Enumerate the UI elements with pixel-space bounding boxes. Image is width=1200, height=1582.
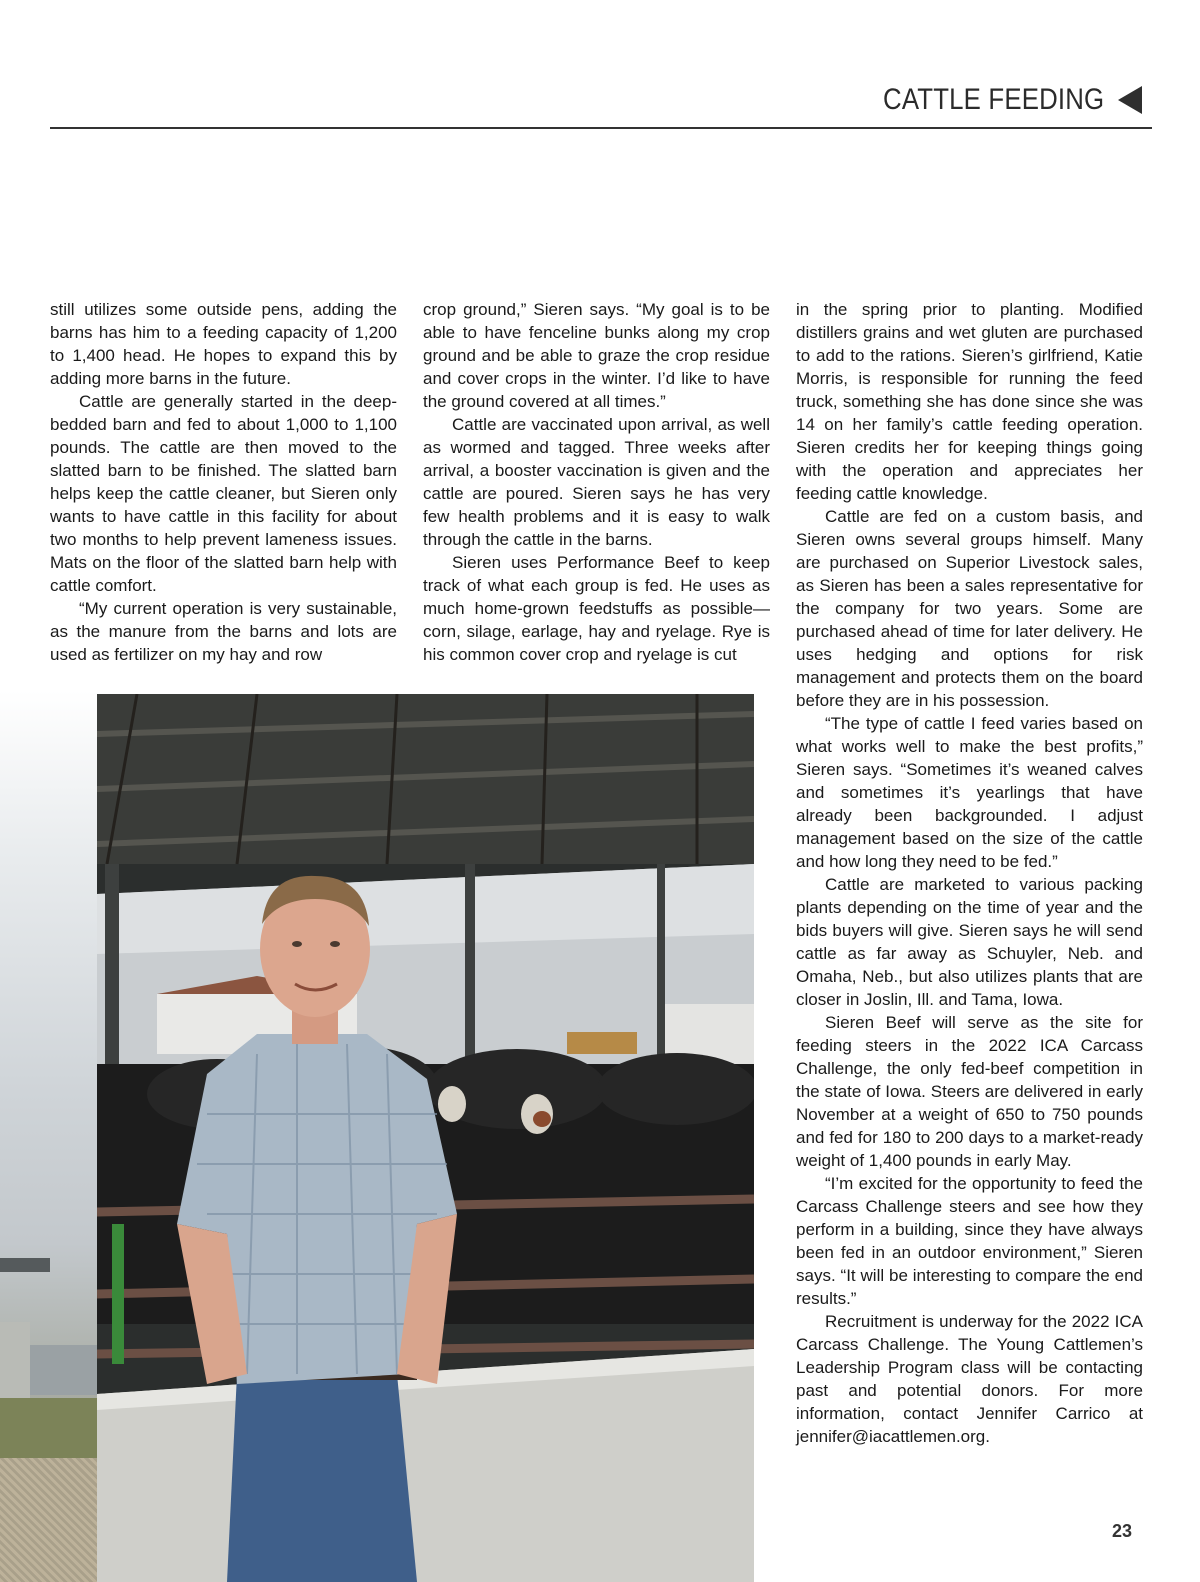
background-shed: [30, 1345, 100, 1395]
paragraph: Sieren uses Performance Beef to keep track of what each group is fed. He uses as much home-grown feedstuffs as possible—corn, silage, earlage, hay and ryelage. Rye is his common cover crop and ryelage is cut: [423, 553, 770, 664]
background-grass: [0, 1398, 100, 1458]
feedlot-photo-illustration: [97, 694, 754, 1582]
header-rule: [50, 127, 1152, 129]
paragraph: Cattle are fed on a custom basis, and Sieren owns several groups himself. Many are purchased on Superior Livestock sales, as Sieren has been a sales representative for the company for two years. Some are purchased ahead of time for later delivery. He uses hedging and options for risk management and protects them on the board before they are in his possession.: [796, 507, 1143, 710]
paragraph: crop ground,” Sieren says. “My goal is to be able to have fenceline bunks along my crop ground and be able to graze the crop residue and cover crops in the winter. I’d like to have the ground covered at all times.”: [423, 300, 770, 411]
paragraph: Cattle are marketed to various packing plants depending on the time of year and the bids buyers will give. Sieren says he will send cattle as far away as Schuyler, Neb. and Omaha, Neb., but also utilizes plants that are closer in Joslin, Ill. and Tama, Iowa.: [796, 875, 1143, 1009]
page-number: 23: [1112, 1521, 1133, 1541]
paragraph: “The type of cattle I feed varies based on what works well to make the best profits,” Sieren says. “Sometimes it’s weaned calves and sometimes it’s yearlings that have already been backgrounded. I adjust management based on the size of the cattle and how long they need to be fed.”: [796, 714, 1143, 871]
paragraph: Sieren Beef will serve as the site for feeding steers in the 2022 ICA Carcass Challenge, the only fed-beef competition in the state of Iowa. Steers are delivered in early November at a weight of 650 to 750 pounds and fed for 180 to 200 days to a market-ready weight of 1,400 pounds in early May.: [796, 1013, 1143, 1170]
paragraph: Cattle are vaccinated upon arrival, as well as wormed and tagged. Three weeks after arrival, a booster vaccination is given and the cattle are poured. Sieren says he has very few health problems and it is easy to walk through the cattle in the barns.: [423, 415, 770, 549]
article-column-2: [423, 298, 770, 666]
paragraph: Cattle are generally started in the deep-bedded barn and fed to about 1,000 to 1,100 pounds. The cattle are then moved to the slatted barn to be finished. The slatted barn helps keep the cattle cleaner, but Sieren only wants to have cattle in this facility for about two months to help prevent lameness issues. Mats on the floor of the slatted barn help with cattle comfort.: [50, 392, 397, 595]
paragraph: in the spring prior to planting. Modified distillers grains and wet gluten are purchased to add to the rations. Sieren’s girlfriend, Katie Morris, is responsible for running the feed truck, something she has done since she was 14 on her family’s cattle feeding operation. Sieren credits her for keeping things going with the operation and appreciates her feeding cattle knowledge.: [796, 300, 1143, 503]
background-barn-roof: [0, 1258, 50, 1272]
paragraph: “My current operation is very sustainable, as the manure from the barns and lots are used as fertilizer on my hay and row: [50, 599, 397, 664]
triangle-left-icon: [1118, 86, 1142, 114]
article-photo: [97, 694, 754, 1582]
article-column-3: [796, 298, 1143, 1448]
paragraph: still utilizes some outside pens, adding the barns has him to a feeding capacity of 1,200 to 1,400 head. He hopes to expand this by adding more barns in the future.: [50, 300, 397, 388]
paragraph: “I’m excited for the opportunity to feed the Carcass Challenge steers and see how they perform in a building, since they have always been fed in an outdoor environment,” Sieren says. “It will be interesting to compare the end results.”: [796, 1174, 1143, 1308]
article-column-1: [50, 298, 397, 666]
section-header: [847, 80, 1142, 120]
section-title: CATTLE FEEDING: [882, 83, 1104, 116]
background-gravel: [0, 1458, 100, 1582]
paragraph: Recruitment is underway for the 2022 ICA Carcass Challenge. The Young Cattlemen’s Leadership Program class will be contacting past and potential donors. For more information, contact Jennifer Carrico at jennifer@iacattlemen.org.: [796, 1312, 1143, 1446]
